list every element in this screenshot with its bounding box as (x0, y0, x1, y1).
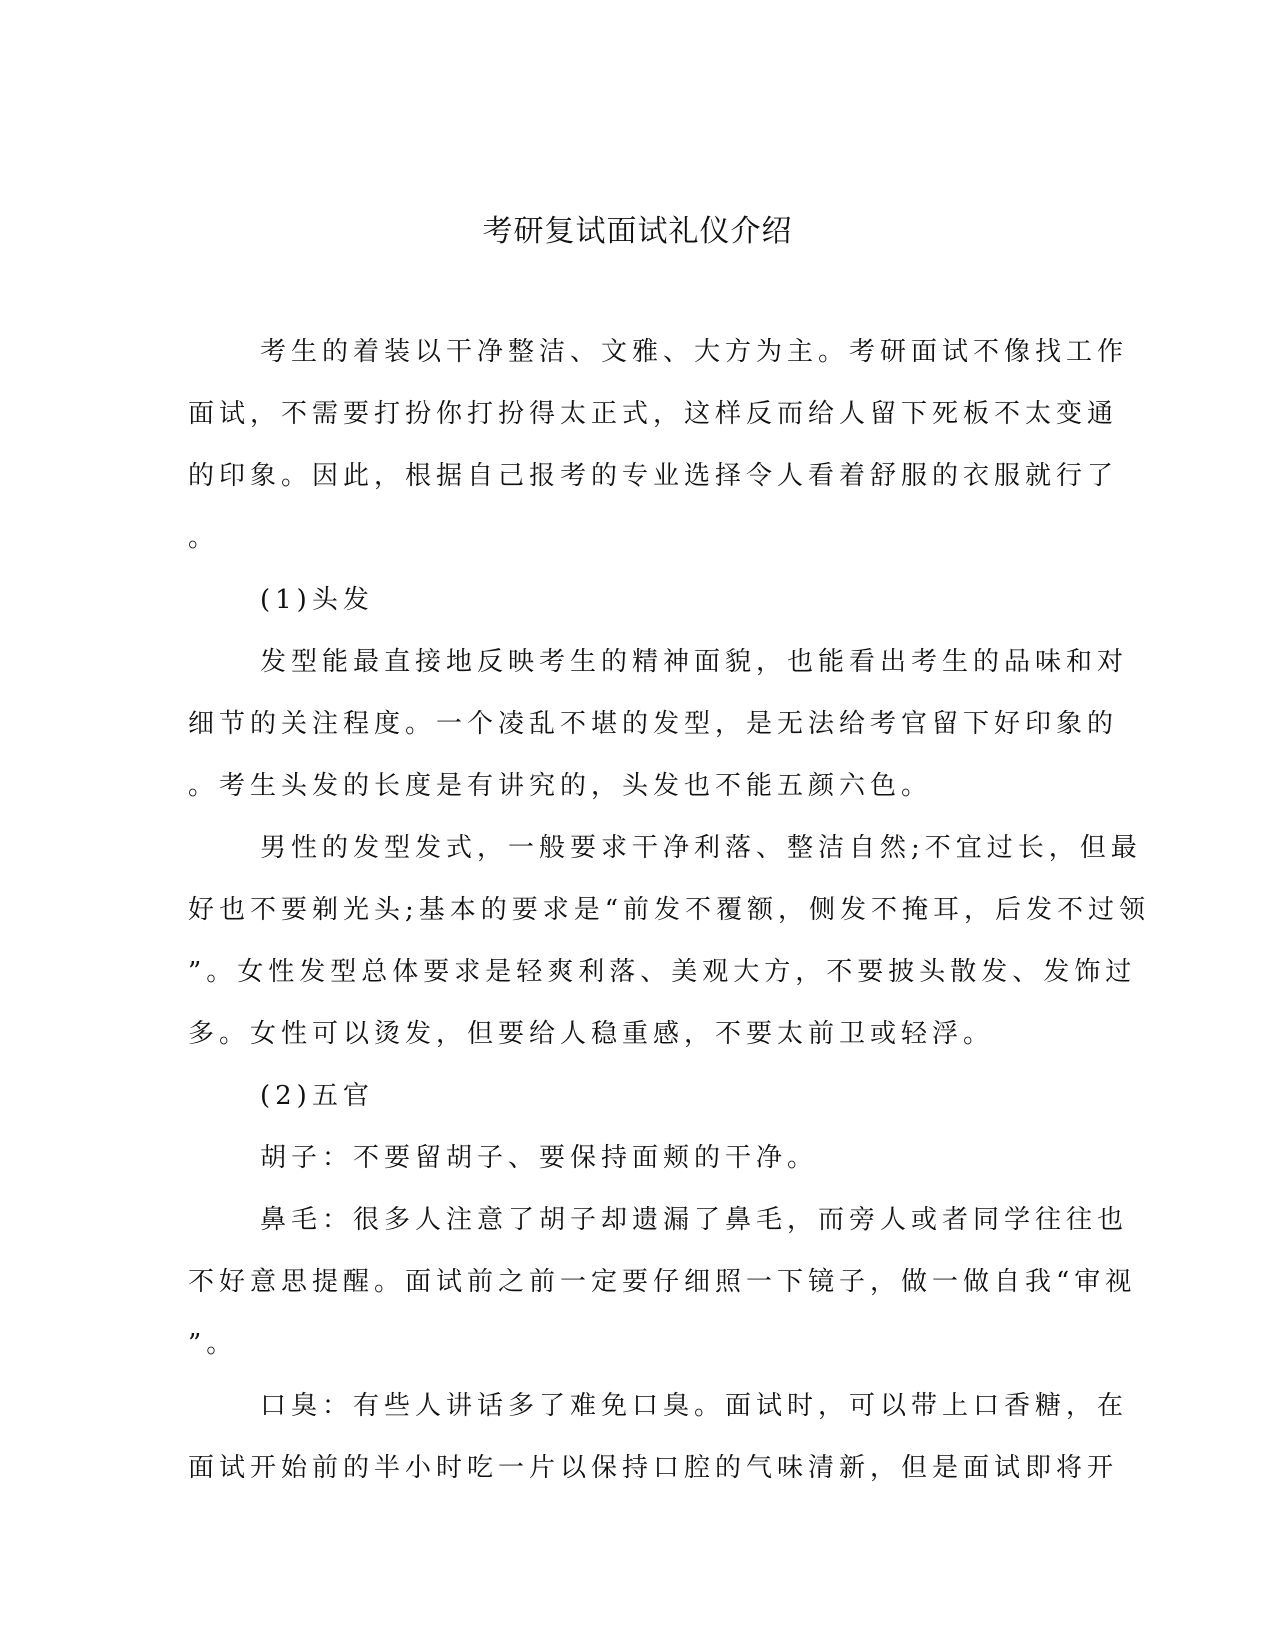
paragraph-line: 多。女性可以烫发，但要给人稳重感，不要太前卫或轻浮。 (188, 1019, 995, 1049)
paragraph-line: ”。女性发型总体要求是轻爽利落、美观大方，不要披头散发、发饰过 (188, 957, 1137, 987)
paragraph-line: 胡子：不要留胡子、要保持面颊的干净。 (260, 1143, 819, 1173)
paragraph-line: 不好意思提醒。面试前之前一定要仔细照一下镜子，做一做自我“审视 (188, 1267, 1137, 1297)
section-heading-facial-features: (2)五官 (260, 1081, 374, 1111)
paragraph-line: 口臭：有些人讲话多了难免口臭。面试时，可以带上口香糖，在 (260, 1391, 1129, 1421)
paragraph-line: 好也不要剃光头;基本的要求是“前发不覆额，侧发不掩耳，后发不过领 (188, 895, 1151, 925)
paragraph-line: 鼻毛：很多人注意了胡子却遗漏了鼻毛，而旁人或者同学往往也 (260, 1205, 1129, 1235)
paragraph-line: 面试开始前的半小时吃一片以保持口腔的气味清新，但是面试即将开 (188, 1453, 1119, 1483)
paragraph-line: 考生的着装以干净整洁、文雅、大方为主。考研面试不像找工作 (260, 337, 1129, 367)
paragraph-line: 发型能最直接地反映考生的精神面貌，也能看出考生的品味和对 (260, 647, 1129, 677)
paragraph-line: 男性的发型发式，一般要求干净利落、整洁自然;不宜过长，但最 (260, 833, 1142, 863)
paragraph-line: ”。 (188, 1329, 238, 1359)
paragraph-line: 。 (188, 523, 220, 553)
paragraph-line: 面试，不需要打扮你打扮得太正式，这样反而给人留下死板不太变通 (188, 399, 1119, 429)
document-title: 考研复试面试礼仪介绍 (482, 214, 793, 249)
paragraph-line: 。考生头发的长度是有讲究的，头发也不能五颜六色。 (188, 771, 933, 801)
paragraph-line: 细节的关注程度。一个凌乱不堪的发型，是无法给考官留下好印象的 (188, 709, 1119, 739)
paragraph-line: 的印象。因此，根据自己报考的专业选择令人看着舒服的衣服就行了 (188, 461, 1119, 491)
section-heading-hair: (1)头发 (260, 585, 374, 615)
